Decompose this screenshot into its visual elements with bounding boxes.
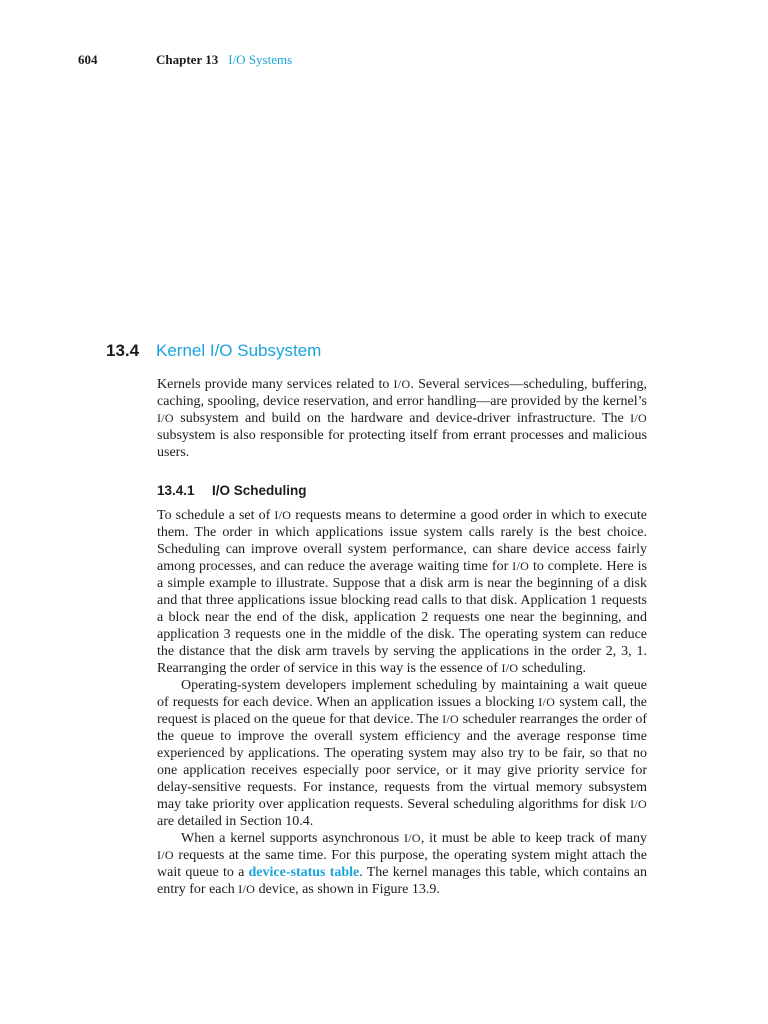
paragraph-2 <box>157 677 647 830</box>
chapter-label: Chapter 13 <box>156 52 219 67</box>
running-header <box>78 52 292 68</box>
text-run: requests at the same time. For this purpose, the operating system might attach the wait queue to a <box>157 848 647 880</box>
text-run: are detailed in Section 10.4. <box>157 814 314 829</box>
small-caps-io: I/O <box>274 508 292 522</box>
small-caps-io: I/O <box>630 797 647 811</box>
small-caps-io: I/O <box>538 695 556 709</box>
text-run: To schedule a set of <box>157 508 275 523</box>
text-run: , it must be able to keep track of many <box>420 831 647 846</box>
text-run: Kernels provide many services related to <box>157 377 394 392</box>
text-run: to complete. Here is a simple example to illustrate. Suppose that a disk arm is near the beginning of a disk and that three applications issue blocking read calls to that disk. Application 1 requests a block near the end of the disk, application 2 requests one near the beginning, and application 3 requests one in the middle of the disk. The operating system can reduce the distance that the disk arm travels by serving the applications in the order 2, 3, 1. Rearranging the order of service in this way is the essence of <box>157 559 647 676</box>
section-heading <box>106 340 321 362</box>
subsection-body <box>157 507 647 898</box>
text-run: requests means to determine a good order in which to execute them. The order in which applications issue system calls rarely is the best choice. Scheduling can improve overall system performance, can share device access fairly among processes, and can reduce the average waiting time for <box>157 508 647 574</box>
small-caps-io: I/O <box>630 411 647 425</box>
key-term-device-status-table: device-status table <box>248 865 360 880</box>
text-run: subsystem and build on the hardware and device-driver infrastructure. The <box>173 411 631 426</box>
small-caps-io: I/O <box>501 661 519 675</box>
text-run: subsystem is also responsible for protecting itself from errant processes and malicious users. <box>157 428 647 460</box>
subsection-title: I/O Scheduling <box>212 483 307 498</box>
page-number: 604 <box>78 52 98 67</box>
small-caps-io: I/O <box>442 712 460 726</box>
section-title: Kernel I/O Subsystem <box>156 341 322 360</box>
section-number: 13.4 <box>106 341 140 360</box>
subsection-number: 13.4.1 <box>157 483 195 498</box>
text-run: . Several services—scheduling, buffering, caching, spooling, device reservation, and error handling—are provided by the kernel’s <box>157 377 647 409</box>
section-intro-paragraph <box>157 376 647 461</box>
chapter-title: I/O Systems <box>228 52 293 67</box>
paragraph-1 <box>157 507 647 677</box>
small-caps-io: I/O <box>403 831 421 845</box>
small-caps-io: I/O <box>393 377 411 391</box>
text-run: Operating-system developers implement scheduling by maintaining a wait queue of requests for each device. When an application issues a blocking <box>157 678 647 710</box>
small-caps-io: I/O <box>157 848 174 862</box>
text-run: device, as shown in Figure 13.9. <box>255 882 440 897</box>
small-caps-io: I/O <box>157 411 174 425</box>
text-run: system call, the request is placed on the queue for that device. The <box>157 695 648 727</box>
paragraph-3 <box>157 830 647 898</box>
text-run: scheduler rearranges the order of the queue to improve the overall system efficiency and the average response time experienced by applications. The operating system may also try to be fair, so that no one application receives especially poor service, or it may give priority service for delay-sensitive requests. For instance, requests from the virtual memory subsystem may take priority over application requests. Several scheduling algorithms for disk <box>157 712 647 812</box>
text-run: When a kernel supports asynchronous <box>181 831 404 846</box>
subsection-heading <box>157 482 307 500</box>
small-caps-io: I/O <box>512 559 530 573</box>
text-run: scheduling. <box>518 661 586 676</box>
text-run: . The kernel manages this table, which contains an entry for each <box>157 865 648 897</box>
small-caps-io: I/O <box>238 882 256 896</box>
